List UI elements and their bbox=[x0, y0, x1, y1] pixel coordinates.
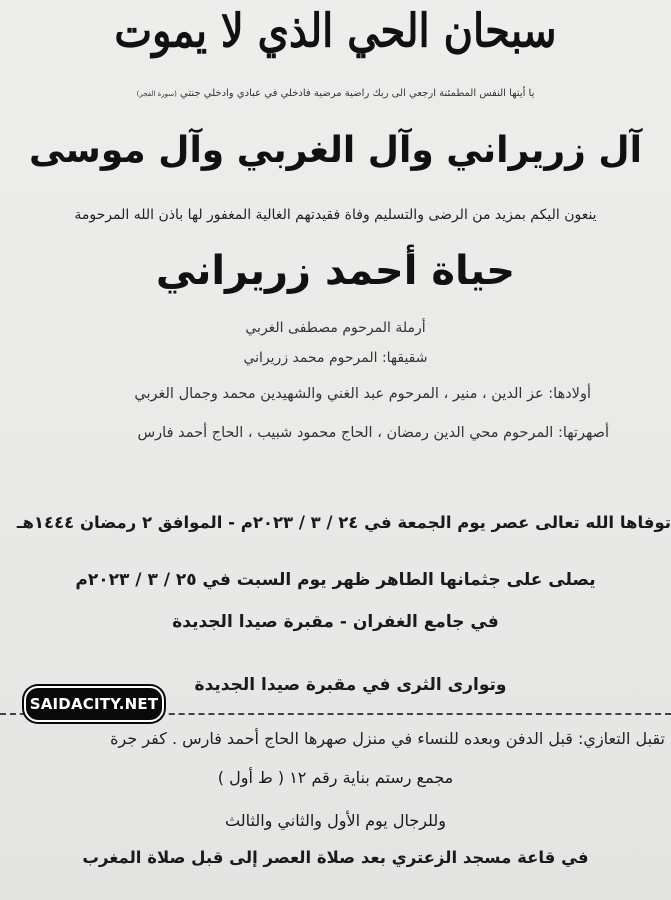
header-calligraphy: سبحان الحي الذي لا يموت bbox=[114, 4, 557, 59]
condolences-women: تقبل التعازي: قبل الدفن وبعده للنساء في منزل صهرها الحاج أحمد فارس . كفر جرة bbox=[110, 729, 665, 748]
condolences-men: وللرجال يوم الأول والثاني والثالث bbox=[225, 811, 446, 830]
children-line: أولادها: عز الدين ، منير ، المرحوم عبد الغني والشهيدين محمد وجمال الغربي bbox=[134, 386, 591, 402]
death-notice: توفاها الله تعالى عصر يوم الجمعة في ٢٤ / ٣ / ٢٠٢٣م - الموافق ٢ رمضان ١٤٤٤هـ bbox=[16, 513, 671, 532]
announcement-text: ينعون اليكم بمزيد من الرضى والتسليم وفاة فقيدتهم الغالية المغفور لها باذن الله المرحومة bbox=[74, 207, 597, 223]
watermark-badge bbox=[24, 686, 164, 722]
widow-of: أرملة المرحوم مصطفى الغربي bbox=[245, 320, 426, 336]
brother-line: شقيقها: المرحوم محمد زريراني bbox=[243, 350, 428, 366]
watermark-text: SAIDACITY.NET bbox=[29, 695, 159, 713]
quran-reference: (سورة الفجر) bbox=[136, 90, 177, 98]
condolences-hall: في قاعة مسجد الزعتري بعد صلاة العصر إلى قبل صلاة المغرب bbox=[82, 848, 589, 867]
funeral-prayer: يصلى على جثمانها الطاهر ظهر يوم السبت في ٢٥ / ٣ / ٢٠٢٣م bbox=[75, 570, 596, 590]
quran-verse: يا أيتها النفس المطمئنة ارجعي الى ربك راضية مرضية فادخلي في عبادي وادخلي جنتي bbox=[180, 88, 535, 99]
quran-verse-line bbox=[0, 88, 671, 99]
funeral-mosque: في جامع الغفران - مقبرة صيدا الجديدة bbox=[172, 612, 499, 632]
deceased-name: حياة أحمد زريراني bbox=[155, 248, 516, 294]
burial-line: وتوارى الثرى في مقبرة صيدا الجديدة bbox=[194, 675, 507, 695]
sons-in-law-line: أصهرتها: المرحوم محي الدين رمضان ، الحاج محمود شبيب ، الحاج أحمد فارس bbox=[137, 425, 609, 441]
condolences-building: مجمع رستم بناية رقم ١٢ ( ط أول ) bbox=[217, 768, 454, 787]
families-title: آل زريراني وآل الغربي وآل موسى bbox=[29, 130, 642, 171]
